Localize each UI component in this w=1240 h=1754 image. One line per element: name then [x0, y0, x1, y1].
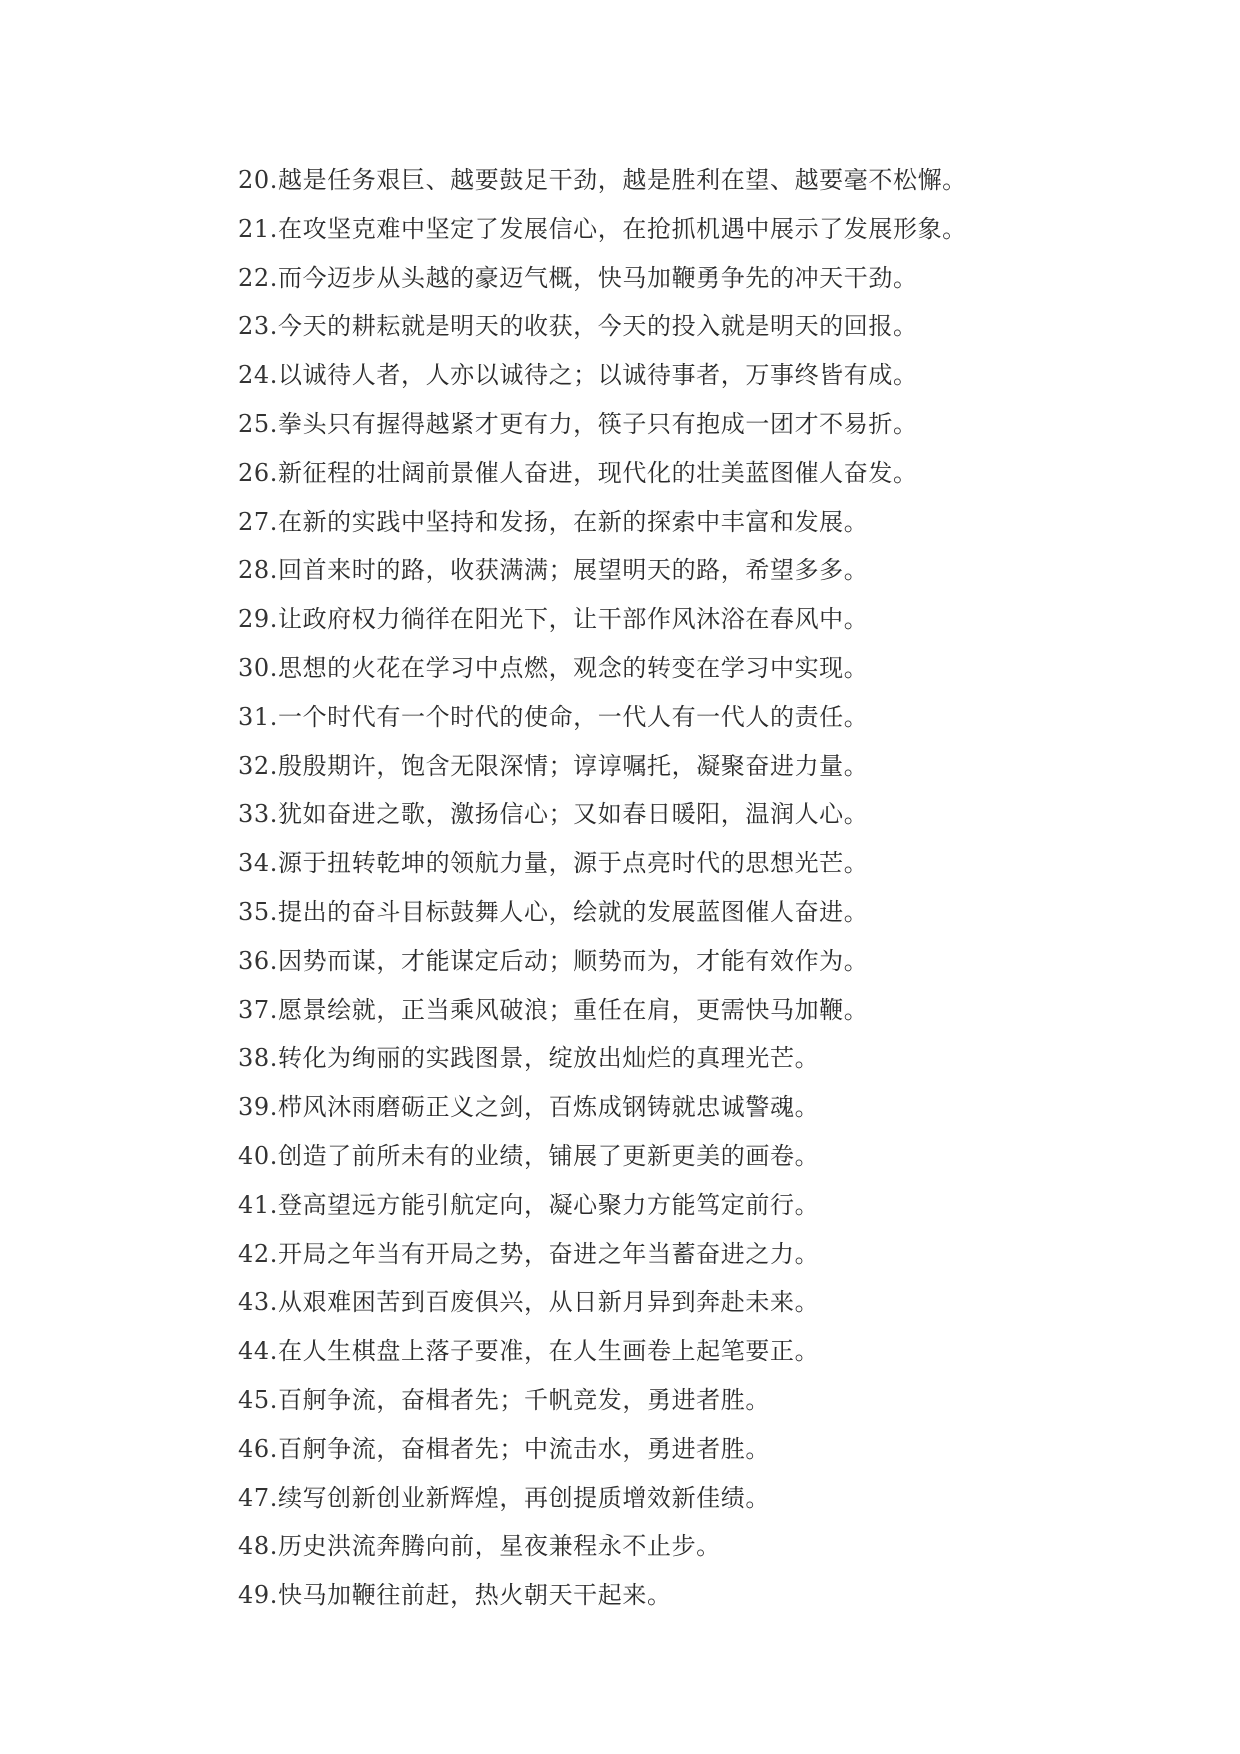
item-text: 源于扭转乾坤的领航力量，源于点亮时代的思想光芒。	[277, 849, 869, 878]
list-item	[238, 400, 1198, 449]
item-text: 在人生棋盘上落子要准，在人生画卷上起笔要正。	[277, 1337, 820, 1366]
list-item	[238, 546, 1198, 595]
list-item	[238, 839, 1198, 888]
list-item	[238, 1230, 1198, 1279]
item-text: 续写创新创业新辉煌，再创提质增效新佳绩。	[277, 1483, 770, 1512]
list-item	[238, 937, 1198, 986]
item-number: 27.	[238, 507, 278, 536]
item-number: 42.	[238, 1239, 278, 1268]
list-item	[238, 1278, 1198, 1327]
list-item	[238, 595, 1198, 644]
item-text: 登高望远方能引航定向，凝心聚力方能笃定前行。	[277, 1190, 820, 1219]
item-number: 41.	[238, 1190, 278, 1219]
item-text: 在攻坚克难中坚定了发展信心，在抢抓机遇中展示了发展形象。	[277, 214, 967, 243]
list-item	[238, 498, 1198, 547]
item-text: 历史洪流奔腾向前，星夜兼程永不止步。	[277, 1532, 721, 1561]
item-text: 从艰难困苦到百废俱兴，从日新月异到奔赴未来。	[277, 1288, 820, 1317]
list-item	[238, 693, 1198, 742]
item-number: 39.	[238, 1093, 278, 1122]
list-item	[238, 888, 1198, 937]
item-text: 今天的耕耘就是明天的收获，今天的投入就是明天的回报。	[277, 312, 918, 341]
item-number: 25.	[238, 409, 278, 438]
list-item	[238, 1034, 1198, 1083]
item-number: 30.	[238, 653, 278, 682]
item-text: 拳头只有握得越紧才更有力，筷子只有抱成一团才不易折。	[277, 409, 918, 438]
list-item	[238, 1327, 1198, 1376]
item-number: 32.	[238, 751, 278, 780]
list-item	[238, 790, 1198, 839]
item-text: 新征程的壮阔前景催人奋进，现代化的壮美蓝图催人奋发。	[277, 458, 918, 487]
item-number: 49.	[238, 1581, 278, 1610]
item-text: 创造了前所未有的业绩，铺展了更新更美的画卷。	[277, 1141, 820, 1170]
item-number: 36.	[238, 946, 278, 975]
list-item	[238, 1132, 1198, 1181]
item-number: 48.	[238, 1532, 278, 1561]
item-text: 一个时代有一个时代的使命，一代人有一代人的责任。	[277, 702, 869, 731]
item-number: 31.	[238, 702, 278, 731]
item-number: 22.	[238, 263, 278, 292]
list-item	[238, 1522, 1198, 1571]
slogan-list	[238, 156, 1198, 1620]
list-item	[238, 351, 1198, 400]
item-number: 33.	[238, 800, 278, 829]
item-number: 35.	[238, 897, 278, 926]
item-text: 让政府权力徜徉在阳光下，让干部作风沐浴在春风中。	[277, 605, 869, 634]
item-text: 殷殷期许，饱含无限深情；谆谆嘱托，凝聚奋进力量。	[277, 751, 869, 780]
list-item	[238, 1571, 1198, 1620]
item-text: 百舸争流，奋楫者先；中流击水，勇进者胜。	[277, 1434, 770, 1463]
list-item	[238, 644, 1198, 693]
item-text: 回首来时的路，收获满满；展望明天的路，希望多多。	[277, 556, 869, 585]
item-number: 28.	[238, 556, 278, 585]
item-number: 46.	[238, 1434, 278, 1463]
item-number: 34.	[238, 849, 278, 878]
list-item	[238, 986, 1198, 1035]
item-number: 20.	[238, 166, 278, 194]
item-text: 犹如奋进之歌，激扬信心；又如春日暖阳，温润人心。	[277, 800, 869, 829]
item-number: 29.	[238, 605, 278, 634]
item-number: 43.	[238, 1288, 278, 1317]
item-text: 转化为绚丽的实践图景，绽放出灿烂的真理光芒。	[277, 1044, 820, 1073]
list-item	[238, 302, 1198, 351]
item-number: 21.	[238, 214, 278, 243]
list-item	[238, 1425, 1198, 1474]
item-text: 提出的奋斗目标鼓舞人心，绘就的发展蓝图催人奋进。	[277, 897, 869, 926]
list-item	[238, 156, 1198, 205]
item-number: 44.	[238, 1337, 278, 1366]
item-number: 45.	[238, 1385, 278, 1414]
item-number: 26.	[238, 458, 278, 487]
list-item	[238, 742, 1198, 791]
list-item	[238, 449, 1198, 498]
item-number: 23.	[238, 312, 278, 341]
item-number: 37.	[238, 995, 278, 1024]
item-text: 思想的火花在学习中点燃，观念的转变在学习中实现。	[277, 653, 869, 682]
item-text: 快马加鞭往前赶，热火朝天干起来。	[277, 1581, 672, 1610]
item-text: 开局之年当有开局之势，奋进之年当蓄奋进之力。	[277, 1239, 820, 1268]
list-item	[238, 1474, 1198, 1523]
item-number: 24.	[238, 361, 278, 390]
list-item	[238, 1083, 1198, 1132]
item-number: 40.	[238, 1141, 278, 1170]
item-text: 因势而谋，才能谋定后动；顺势而为，才能有效作为。	[277, 946, 869, 975]
item-text: 在新的实践中坚持和发扬，在新的探索中丰富和发展。	[277, 507, 869, 536]
item-text: 栉风沐雨磨砺正义之剑，百炼成钢铸就忠诚警魂。	[277, 1093, 820, 1122]
item-text: 以诚待人者，人亦以诚待之；以诚待事者，万事终皆有成。	[277, 361, 918, 390]
item-number: 38.	[238, 1044, 278, 1073]
list-item	[238, 205, 1198, 254]
list-item	[238, 254, 1198, 303]
item-text: 而今迈步从头越的豪迈气概，快马加鞭勇争先的冲天干劲。	[277, 263, 918, 292]
item-number: 47.	[238, 1483, 278, 1512]
list-item	[238, 1181, 1198, 1230]
item-text: 越是任务艰巨、越要鼓足干劲，越是胜利在望、越要毫不松懈。	[277, 166, 967, 194]
item-text: 百舸争流，奋楫者先；千帆竞发，勇进者胜。	[277, 1385, 770, 1414]
item-text: 愿景绘就，正当乘风破浪；重任在肩，更需快马加鞭。	[277, 995, 869, 1024]
list-item	[238, 1376, 1198, 1425]
